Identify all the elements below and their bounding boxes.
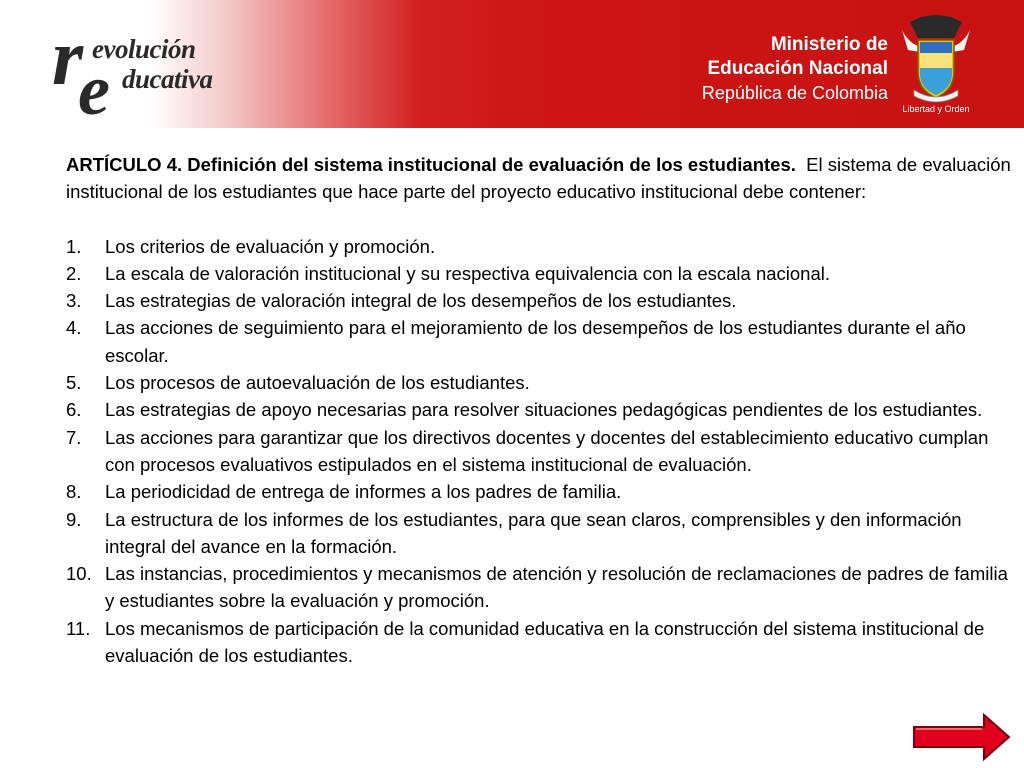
list-item-number: 8. xyxy=(66,481,82,503)
logo-word-revolucion: evolución xyxy=(92,34,196,64)
list-item-text: Las instancias, procedimientos y mecanismos de atención y resolución de reclamaciones de padres de familia y estudiantes sobre la evaluación y promoción. xyxy=(105,563,1008,612)
list-item-text: La estructura de los informes de los estudiantes, para que sean claros, comprensibles y den información integral del avance en la formación. xyxy=(105,508,962,557)
article-title: ARTÍCULO 4. Definición del sistema institucional de evaluación de los estudiantes. xyxy=(66,154,796,175)
coat-of-arms-icon xyxy=(896,12,976,124)
logo-letter-r: r xyxy=(52,14,84,102)
list-item-number: 4. xyxy=(66,317,82,339)
logo-letter-e: e xyxy=(78,50,110,130)
list-item-number: 10. xyxy=(66,563,92,585)
list-item-text: Las acciones de seguimiento para el mejoramiento de los desempeños de los estudiantes durante el año escolar. xyxy=(105,317,966,366)
list-item xyxy=(66,560,1016,615)
list-item-number: 5. xyxy=(66,372,82,394)
list-item-text: Las estrategias de apoyo necesarias para resolver situaciones pedagógicas pendientes de los estudiantes. xyxy=(105,399,983,421)
list-item-text: Los procesos de autoevaluación de los estudiantes. xyxy=(105,372,530,394)
list-item xyxy=(66,369,1016,396)
ministry-line-3: República de Colombia xyxy=(701,83,888,103)
list-item-text: Las estrategias de valoración integral de los desempeños de los estudiantes. xyxy=(105,290,737,312)
list-item-number: 7. xyxy=(66,426,82,448)
ministry-line-1: Ministerio de xyxy=(770,34,888,55)
article-intro xyxy=(66,151,1016,206)
list-item xyxy=(66,314,1016,369)
list-item-number: 2. xyxy=(66,262,82,284)
criteria-list xyxy=(66,233,1016,670)
list-item-number: 9. xyxy=(66,508,82,530)
list-item xyxy=(66,478,1016,505)
article-body: El sistema de evaluación institucional de los estudiantes que hace parte del proyecto educativo institucional debe contener: xyxy=(66,154,1011,203)
list-item-text: Los mecanismos de participación de la comunidad educativa en la construcción del sistema institucional de evaluación de los estudiantes. xyxy=(105,617,985,667)
ministry-line-2: Educación Nacional xyxy=(707,58,888,79)
list-item xyxy=(66,233,1016,260)
list-item xyxy=(66,260,1016,287)
article-content xyxy=(66,151,1016,669)
list-item xyxy=(66,287,1016,314)
revolucion-educativa-logo xyxy=(52,14,272,130)
list-item-number: 3. xyxy=(66,290,82,312)
list-item xyxy=(66,396,1016,423)
list-item-number: 11. xyxy=(66,617,91,639)
next-slide-button[interactable] xyxy=(912,712,1012,762)
right-arrow-icon xyxy=(912,712,1012,762)
list-item-text: Las acciones para garantizar que los directivos docentes y docentes del establecimiento educativo cumplan con procesos evaluativos estipulados en el sistema institucional de evaluación. xyxy=(105,426,989,475)
list-item-number: 6. xyxy=(66,399,82,421)
list-item-text: La periodicidad de entrega de informes a los padres de familia. xyxy=(105,481,622,503)
list-item xyxy=(66,615,1016,670)
list-item-text: Los criterios de evaluación y promoción. xyxy=(105,235,436,257)
ministry-name xyxy=(702,33,888,105)
motto-text: Libertad y Orden xyxy=(902,104,970,114)
logo-word-educativa: ducativa xyxy=(122,64,213,94)
list-item-number: 1. xyxy=(66,235,82,257)
list-item xyxy=(66,506,1016,561)
list-item xyxy=(66,424,1016,479)
list-item-text: La escala de valoración institucional y su respectiva equivalencia con la escala nacional. xyxy=(105,262,831,284)
